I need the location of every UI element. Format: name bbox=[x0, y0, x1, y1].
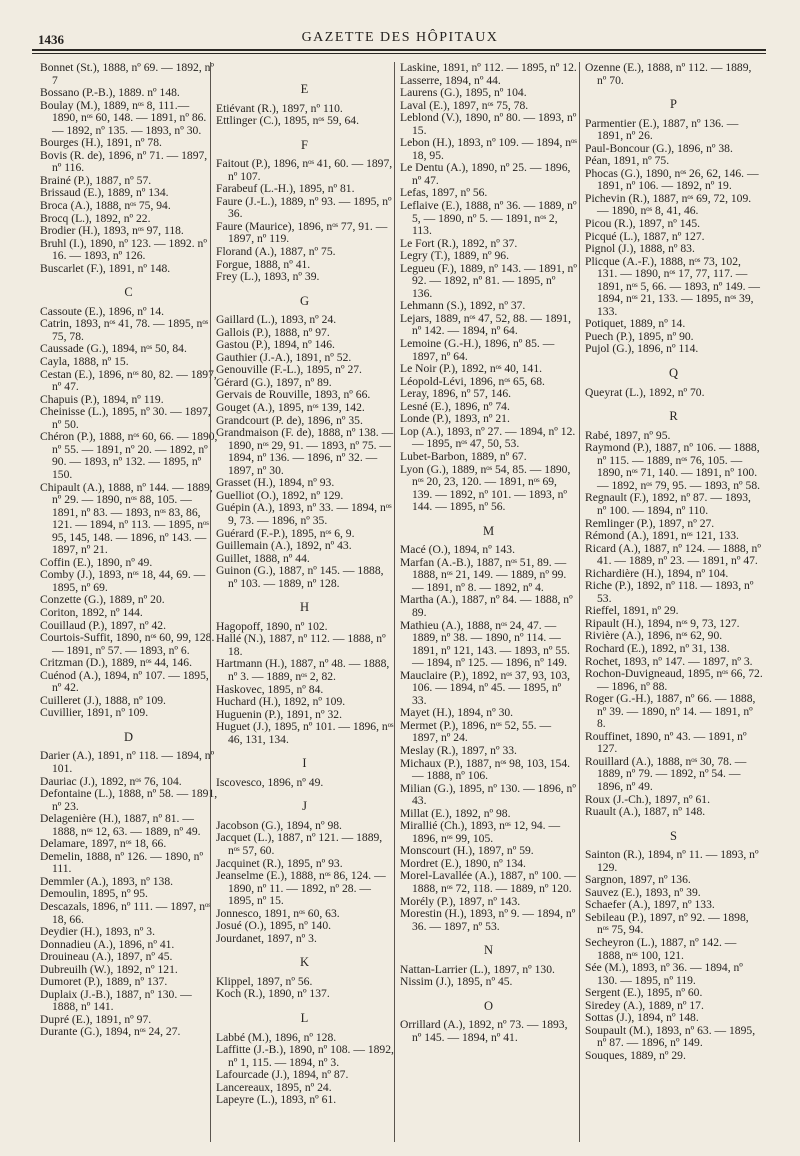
index-entry: Chapuis (P.), 1894, nº 119. bbox=[40, 392, 164, 406]
index-entry: Lafourcade (J.), 1894, nº 87. bbox=[216, 1068, 349, 1082]
column-divider bbox=[579, 62, 580, 1142]
index-entry: Dubreuilh (W.), 1892, nº 121. bbox=[40, 962, 178, 976]
index-entry: Grasset (H.), 1894, nº 93. bbox=[216, 476, 335, 490]
index-entry: Bruhl (I.), 1890, nº 123. — 1892. nº 16. — 1893, nº 126. bbox=[40, 236, 207, 263]
index-entry: Meslay (R.), 1897, nº 33. bbox=[400, 743, 517, 757]
index-entry: Pichevin (R.), 1887, nᵒˢ 69, 72, 109. — 1890, nᵒˢ 8, 41, 46. bbox=[585, 191, 752, 218]
index-entry: Faitout (P.), 1896, nᵒˢ 41, 60. — 1897, nº 107. bbox=[216, 157, 393, 183]
index-entry: Lebon (H.), 1893, nº 109. — 1894, nᵒˢ 18, 95. bbox=[400, 136, 577, 162]
index-entry: Le Noir (P.), 1892, nᵒˢ 40, 141. bbox=[400, 362, 543, 376]
column-divider bbox=[394, 62, 395, 1142]
index-entry: Rochet, 1893, nº 147. — 1897, nº 3. bbox=[585, 654, 753, 668]
index-entry: Sergent (E.), 1895, nº 60. bbox=[585, 986, 703, 1000]
index-entry: Leblond (V.), 1890, nº 80. — 1893, nº 15. bbox=[400, 111, 577, 137]
section-letter: L bbox=[300, 1011, 310, 1025]
section-letter: F bbox=[301, 137, 309, 152]
index-entry: Broca (A.), 1888, nᵒˢ 75, 94. bbox=[40, 199, 171, 213]
index-entry: Huguet (J.), 1895, nº 101. — 1896, nᵒˢ 46, 131, 134. bbox=[216, 720, 394, 746]
index-entry: Picqué (L.), 1887, nº 127. bbox=[585, 229, 705, 243]
index-entry: Frey (L.), 1893, nº 39. bbox=[216, 270, 320, 284]
index-entry: Jonnesco, 1891, nᵒˢ 60, 63. bbox=[216, 906, 340, 920]
index-entry: Bovis (R. de), 1896, nº 71. — 1897, nº 116. bbox=[40, 148, 208, 175]
index-entry: Morestin (H.), 1893, nº 9. — 1894, nº 36. — 1897, nº 53. bbox=[400, 907, 576, 933]
section-letter: D bbox=[123, 729, 135, 744]
index-entry: Labbé (M.), 1896, nº 128. bbox=[216, 1030, 337, 1044]
index-entry: Hallé (N.), 1887, nº 112. — 1888, nº 18. bbox=[216, 632, 386, 658]
index-entry: Paul-Boncour (G.), 1896, nº 38. bbox=[585, 141, 733, 155]
section-letter: K bbox=[299, 955, 311, 970]
index-entry: Puech (P.), 1895, nº 90. bbox=[585, 329, 694, 343]
index-entry: Raymond (P.), 1887, nº 106. — 1888, nº 115. — 1889, nᵒˢ 76, 105. — 1890, nᵒˢ 71, 140. — 1891, nº 100. — 1892, nᵒˢ 79, 95. — 1893, nº 58. bbox=[585, 441, 761, 492]
section-letter: S bbox=[670, 828, 678, 843]
index-entry: Monscourt (H.), 1897, nº 59. bbox=[400, 844, 534, 858]
index-entry: Demmler (A.), 1893, nº 138. bbox=[40, 874, 174, 888]
index-entry: Péan, 1891, nº 75. bbox=[585, 154, 670, 168]
index-entry: Sebileau (P.), 1897, nº 92. — 1898, nᵒˢ 75, 94. bbox=[585, 910, 749, 937]
index-entry: Bourges (H.), 1891, nº 78. bbox=[40, 136, 162, 150]
index-entry: Koch (R.), 1890, nº 137. bbox=[216, 987, 330, 1001]
index-entry: Picou (R.), 1897, nº 145. bbox=[585, 217, 701, 231]
index-entry: Pujol (G.), 1896, nº 114. bbox=[585, 342, 699, 356]
index-entry: Etiévant (R.), 1897, nº 110. bbox=[216, 101, 343, 115]
section-letter: J bbox=[302, 799, 308, 814]
index-entry: Boulay (M.), 1889, nᵒˢ 8, 111.— 1890, nᵒˢ 60, 148. — 1891, nº 86. — 1892, nº 135. — 1893, nº 30. bbox=[40, 98, 207, 137]
index-entry: Dumoret (P.), 1889, nº 137. bbox=[40, 975, 168, 989]
index-entry: Morély (P.), 1897, nº 143. bbox=[400, 894, 521, 908]
index-entry: Genouville (F.-L.), 1895, nº 27. bbox=[216, 363, 362, 377]
index-entry: Demelin, 1888, nº 126. — 1890, nº 111. bbox=[40, 849, 204, 876]
index-entry: Defontaine (L.), 1888, nº 58. — 1891, nº 23. bbox=[40, 787, 218, 813]
index-entry: Jacquinet (R.), 1895, nº 93. bbox=[216, 856, 343, 870]
index-entry: Le Fort (R.), 1892, nº 37. bbox=[400, 236, 518, 250]
index-entry: Klippel, 1897, nº 56. bbox=[216, 974, 313, 988]
index-entry: Le Dentu (A.), 1890, nº 25. — 1896, nº 47. bbox=[400, 161, 571, 187]
index-entry: Lasserre, 1894, nº 44. bbox=[400, 73, 501, 87]
index-entry: Guillemain (A.), 1892, nº 43. bbox=[216, 539, 352, 553]
index-entry: Siredey (A.), 1889, nº 17. bbox=[585, 998, 704, 1012]
index-entry: Orrillard (A.), 1892, nº 73. — 1893, nº 145. — 1894, nº 41. bbox=[400, 1018, 568, 1044]
index-entry: Donnadieu (A.), 1896, nº 41. bbox=[40, 937, 175, 951]
index-entry: Huchard (H.), 1892, nº 109. bbox=[216, 695, 346, 709]
index-entry: Laurens (G.), 1895, nº 104. bbox=[400, 86, 527, 100]
index-entry: Gouget (A.), 1895, nᵒˢ 139, 142. bbox=[216, 401, 365, 415]
index-entry: Morel-Lavallée (A.), 1887, nº 100. — 1888, nᵒˢ 72, 118. — 1889, nº 120. bbox=[400, 869, 576, 895]
index-entry: Cestan (E.), 1896, nᵒˢ 80, 82. — 1897, nº 47. bbox=[40, 367, 217, 394]
index-entry: Gervais de Rouville, 1893, nº 66. bbox=[216, 388, 371, 402]
index-entry: Gastou (P.), 1894, nº 146. bbox=[216, 338, 335, 352]
index-entry: Rabé, 1897, nº 95. bbox=[585, 428, 671, 442]
index-entry: Huguenin (P.), 1891, nº 32. bbox=[216, 707, 342, 721]
section-letter: O bbox=[483, 998, 495, 1013]
index-entry: Mauclaire (P.), 1892, nᵒˢ 37, 93, 103, 106. — 1894, nº 45. — 1895, nº 33. bbox=[400, 668, 571, 707]
index-entry: Guelliot (O.), 1892, nº 129. bbox=[216, 488, 344, 502]
index-column-3 bbox=[400, 62, 578, 1142]
index-entry: Cassoute (E.), 1896, nº 14. bbox=[40, 304, 165, 318]
index-entry: Delamare, 1897, nᵒˢ 18, 66. bbox=[40, 837, 167, 851]
index-entry: Mayet (H.), 1894, nº 30. bbox=[400, 706, 514, 720]
index-entry: Rouillard (A.), 1888, nᵒˢ 30, 78. — 1889, nº 79. — 1892, nº 54. — 1896, nº 49. bbox=[585, 754, 747, 793]
index-entry: Faure (Maurice), 1896, nᵒˢ 77, 91. — 1897, nº 119. bbox=[216, 219, 388, 246]
index-entry: Gallois (P.), 1888, nº 97. bbox=[216, 325, 330, 339]
index-entry: Cayla, 1888, nº 15. bbox=[40, 355, 129, 369]
index-entry: Lejars, 1889, nᵒˢ 47, 52, 88. — 1891, nº 142. — 1894, nº 64. bbox=[400, 311, 571, 338]
section-letter: H bbox=[299, 600, 311, 615]
index-entry: Milian (G.), 1895, nº 130. — 1896, nº 43. bbox=[400, 781, 576, 808]
index-entry: Bossano (P.-B.), 1889. nº 148. bbox=[40, 86, 180, 100]
index-entry: Rieffel, 1891, nº 29. bbox=[585, 604, 679, 618]
index-entry: Dauriac (J.), 1892, nᵒˢ 76, 104. bbox=[40, 774, 182, 788]
index-entry: Haskovec, 1895, nº 84. bbox=[216, 682, 324, 696]
index-entry: Iscovesco, 1896, nº 49. bbox=[216, 775, 324, 789]
index-entry: Forgue, 1888, nº 41. bbox=[216, 257, 311, 271]
index-entry: Lop (A.), 1893, nº 27. — 1894, nº 12. — 1895, nᵒˢ 47, 50, 53. bbox=[400, 424, 576, 451]
running-title: GAZETTE DES HÔPITAUX bbox=[301, 30, 499, 45]
index-entry: Lancereaux, 1895, nº 24. bbox=[216, 1080, 332, 1094]
index-entry: Cuénod (A.), 1894, nº 107. — 1895, nº 42. bbox=[40, 668, 209, 695]
index-entry: Lyon (G.), 1889, nᵒˢ 54, 85. — 1890, nᵒˢ 20, 23, 120. — 1891, nᵒˢ 69, 139. — 1892, nº 101. — 1893, nº 144. — 1895, nº 56. bbox=[400, 462, 571, 514]
section-letter: P bbox=[670, 97, 678, 112]
index-entry: Nattan-Larrier (L.), 1897, nº 130. bbox=[400, 962, 555, 976]
index-entry: Catrin, 1893, nᵒˢ 41, 78. — 1895, nᵒˢ 75, 78. bbox=[40, 317, 209, 343]
section-letter: G bbox=[299, 293, 311, 308]
index-entry: Soupault (M.), 1893, nº 63. — 1895, nº 87. — 1896, nº 149. bbox=[585, 1023, 756, 1050]
page-number: 1436 bbox=[38, 32, 64, 47]
index-entry: Jourdanet, 1897, nº 3. bbox=[216, 931, 317, 945]
index-entry: Riche (P.), 1892, nº 118. — 1893, nº 53. bbox=[585, 579, 754, 605]
index-entry: Michaux (P.), 1887, nᵒˢ 98, 103, 154. — 1888, nº 106. bbox=[400, 756, 571, 783]
index-entry: Leray, 1896, nº 57, 146. bbox=[400, 387, 512, 401]
section-letter: R bbox=[669, 409, 679, 424]
index-entry: Rouffinet, 1890, nº 43. — 1891, nº 127. bbox=[585, 729, 747, 756]
index-entry: Rochard (E.), 1892, nº 31, 138. bbox=[585, 641, 730, 655]
index-entry: Descazals, 1896, nº 111. — 1897, nᵒˢ 18, 66. bbox=[40, 900, 211, 926]
index-entry: Sée (M.), 1893, nº 36. — 1894, nº 130. — 1895, nº 119. bbox=[585, 961, 743, 987]
index-entry: Ripault (H.), 1894, nᵒˢ 9, 73, 127. bbox=[585, 616, 740, 630]
index-entry: Lesné (E.), 1896, nº 74. bbox=[400, 399, 510, 413]
section-letter: N bbox=[483, 943, 495, 958]
index-entry: Faure (J.-L.), 1889, nº 93. — 1895, nº 36. bbox=[216, 194, 392, 221]
section-letter: E bbox=[300, 82, 310, 96]
index-entry: Chéron (P.), 1888, nᵒˢ 60, 66. — 1890, nº 55. — 1891, nº 20. — 1892, nº 90. — 1893, nº 132. — 1895, nº 150. bbox=[40, 430, 218, 481]
index-entry: Courtois-Suffit, 1890, nᵒˢ 60, 99, 128. — 1891, nº 57. — 1893, nº 6. bbox=[40, 631, 215, 657]
index-entry: Sainton (R.), 1894, nº 11. — 1893, nº 129. bbox=[585, 848, 759, 874]
index-entry: Legry (T.), 1889, nº 96. bbox=[400, 249, 509, 263]
index-entry: Martha (A.), 1887, nº 84. — 1888, nº 89. bbox=[400, 593, 573, 619]
index-entry: Jacobson (G.), 1894, nº 98. bbox=[216, 818, 342, 832]
index-entry: Jacquet (L.), 1887, nº 121. — 1889, nᵒˢ 57, 60. bbox=[216, 831, 383, 857]
index-entry: Sargnon, 1897, nº 136. bbox=[585, 873, 691, 887]
index-entry: Ricard (A.), 1887, nº 124. — 1888, nº 41. — 1889, nº 23. — 1891, nº 47. bbox=[585, 541, 761, 568]
index-entry: Marfan (A.-B.), 1887, nᵒˢ 51, 89. — 1888, nᵒˢ 21, 149. — 1889, nº 99. — 1891, nº 8. — 1892, nº 4. bbox=[400, 555, 567, 594]
index-entry: Grandmaison (F. de), 1888, nº 138. — 1890, nᵒˢ 29, 91. — 1893, nº 75. — 1894, nº 136. — 1896, nº 32. — 1897, nº 30. bbox=[216, 426, 394, 477]
index-entry: Souques, 1889, nº 29. bbox=[585, 1048, 686, 1062]
index-entry: Parmentier (E.), 1887, nº 136. — 1891, nº 26. bbox=[585, 116, 739, 143]
index-column-2 bbox=[216, 62, 394, 1142]
index-entry: Gérard (G.), 1897, nº 89. bbox=[216, 375, 332, 389]
index-entry: Plicque (A.-F.), 1888, nᵒˢ 73, 102, 131. — 1890, nᵒˢ 17, 77, 117. — 1891, nᵒˢ 5, 66. — 1893, nº 149. — 1894, nᵒˢ 21, 133. — 1895, nᵒˢ 39, 133. bbox=[585, 254, 761, 318]
header-rule-thick bbox=[32, 49, 766, 51]
index-entry: Macé (O.), 1894, nº 143. bbox=[400, 543, 515, 557]
index-entry: Guépin (A.), 1893, nº 33. — 1894, nᵒˢ 9, 73. — 1896, nº 35. bbox=[216, 501, 392, 527]
index-entry: Lefas, 1897, nº 56. bbox=[400, 186, 488, 200]
index-entry: Gaillard (L.), 1893, nº 24. bbox=[216, 313, 337, 327]
index-entry: Grandcourt (P. de), 1896, nº 35. bbox=[216, 413, 363, 427]
index-entry: Drouineau (A.), 1897, nº 45. bbox=[40, 950, 173, 964]
index-entry: Secheyron (L.), 1887, nº 142. — 1888, nᵒˢ 100, 121. bbox=[585, 936, 737, 962]
index-entry: Millat (E.), 1892, nº 98. bbox=[400, 806, 511, 820]
index-entry: Laffitte (J.-B.), 1890, nº 108. — 1892, nº 1, 115. — 1894, nº 3. bbox=[216, 1043, 394, 1069]
index-entry: Hartmann (H.), 1887, nº 48. — 1888, nº 3. — 1889, nᵒˢ 2, 82. bbox=[216, 657, 390, 683]
index-entry: Roger (G.-H.), 1887, nº 66. — 1888, nº 39. — 1890, nº 14. — 1891, nº 8. bbox=[585, 692, 756, 731]
index-entry: Queyrat (L.), 1892, nº 70. bbox=[585, 385, 705, 399]
index-entry: Hagopoff, 1890, nº 102. bbox=[216, 619, 328, 633]
index-entry: Brodier (H.), 1893, nᵒˢ 97, 118. bbox=[40, 224, 184, 238]
index-entry: Chipault (A.), 1888, nº 144. — 1889, nº 29. — 1890, nᵒˢ 88, 105. — 1891, nº 83. — 1893, nᵒˢ 83, 86, 121. — 1894, nº 113. — 1895, nᵒˢ 95, 145, 148. — 1896, nº 143. — 1897, nº 21. bbox=[40, 480, 213, 557]
index-entry: Mermet (P.), 1896, nᵒˢ 52, 55. — 1897, nº 24. bbox=[400, 718, 552, 745]
index-entry: Florand (A.), 1887, nº 75. bbox=[216, 245, 336, 259]
index-entry: Laval (E.), 1897, nᵒˢ 75, 78. bbox=[400, 98, 529, 112]
index-entry: Ettlinger (C.), 1895, nᵒˢ 59, 64. bbox=[216, 114, 359, 128]
index-entry: Farabeuf (L.-H.), 1895, nº 81. bbox=[216, 182, 355, 196]
section-letter: M bbox=[482, 523, 496, 538]
index-entry: Cuvillier, 1891, nº 109. bbox=[40, 706, 149, 720]
index-entry: Guillet, 1888, nº 44. bbox=[216, 551, 310, 565]
index-entry: Londe (P.), 1893, nº 21. bbox=[400, 412, 510, 426]
index-entry: Coffin (E.), 1890, nº 49. bbox=[40, 555, 153, 569]
index-entry: Jeanselme (E.), 1888, nᵒˢ 86, 124. — 1890, nº 11. — 1892, nº 28. — 1895, nº 15. bbox=[216, 869, 386, 908]
page-header bbox=[34, 22, 766, 48]
index-entry: Cuilleret (J.), 1888, nº 109. bbox=[40, 693, 166, 707]
index-entry: Deydier (H.), 1893, nº 3. bbox=[40, 925, 155, 939]
index-entry: Caussade (G.), 1894, nᵒˢ 50, 84. bbox=[40, 342, 187, 356]
index-entry: Sottas (J.), 1894, nº 148. bbox=[585, 1011, 699, 1025]
column-divider bbox=[210, 62, 211, 1142]
index-entry: Couillaud (P.), 1897, nº 42. bbox=[40, 618, 166, 632]
index-entry: Mirallié (Ch.), 1893, nᵒˢ 12, 94. — 1896, nᵒˢ 99, 105. bbox=[400, 819, 561, 845]
index-entry: Guérard (F.-P.), 1895, nᵒˢ 6, 9. bbox=[216, 526, 355, 540]
index-entry: Comby (J.), 1893, nᵒˢ 18, 44, 69. — 1895, nº 69. bbox=[40, 568, 206, 594]
index-entry: Lemoine (G.-H.), 1896, nº 85. — 1897, nº 64. bbox=[400, 337, 555, 363]
index-column-4 bbox=[585, 62, 763, 1142]
index-entry: Sauvez (E.), 1893, nº 39. bbox=[585, 885, 701, 899]
index-entry: Conzette (G.), 1889, nº 20. bbox=[40, 593, 165, 607]
index-entry: Pignol (J.), 1888, nº 83. bbox=[585, 242, 695, 256]
section-letter: Q bbox=[668, 366, 680, 381]
index-entry: Remlinger (P.), 1897, nº 27. bbox=[585, 516, 715, 530]
index-entry: Bonnet (St.), 1888, nº 69. — 1892, nº 7 bbox=[40, 62, 215, 87]
index-entry: Roux (J.-Ch.), 1897, nº 61. bbox=[585, 792, 711, 806]
index-entry: Cheinisse (L.), 1895, nº 30. — 1897, nº 50. bbox=[40, 405, 211, 431]
index-entry: Lubet-Barbon, 1889, nº 67. bbox=[400, 449, 527, 463]
index-entry: Ozenne (E.), 1888, nº 112. — 1889, nº 70. bbox=[585, 62, 752, 87]
index-entry: Darier (A.), 1891, nº 118. — 1894, nº 101. bbox=[40, 749, 215, 775]
index-entry: Duplaix (J.-B.), 1887, nº 130. — 1888, nº 141. bbox=[40, 987, 192, 1014]
header-rule-thin bbox=[32, 53, 766, 54]
index-entry: Legueu (F.), 1889, nº 143. — 1891, nº 92. — 1892, nº 81. — 1895, nº 136. bbox=[400, 261, 577, 300]
index-entry: Guinon (G.), 1887, nº 145. — 1888, nº 103. — 1889, nº 128. bbox=[216, 564, 384, 590]
index-entry: Mordret (E.), 1890, nº 134. bbox=[400, 856, 526, 870]
index-entry: Brissaud (E.), 1889, nº 134. bbox=[40, 186, 169, 200]
index-entry: Potiquet, 1889, nº 14. bbox=[585, 317, 686, 331]
index-entry: Schaefer (A.), 1897, nº 133. bbox=[585, 898, 715, 912]
index-entry: Josué (O.), 1895, nº 140. bbox=[216, 919, 332, 933]
index-entry: Leflaive (E.), 1888, nº 36. — 1889, nº 5, — 1890, nº 5. — 1891, nᵒˢ 2, 113. bbox=[400, 199, 577, 238]
index-entry: Delagenière (H.), 1887, nº 81. — 1888, nᵒˢ 12, 63. — 1889, nº 49. bbox=[40, 812, 201, 838]
index-entry: Richardière (H.), 1894, nº 104. bbox=[585, 566, 729, 580]
index-entry: Dupré (E.), 1891, nº 97. bbox=[40, 1012, 152, 1026]
index-entry: Nissim (J.), 1895, nº 45. bbox=[400, 975, 513, 989]
section-letter: I bbox=[302, 756, 308, 771]
index-column-1 bbox=[40, 62, 218, 1142]
index-entry: Brainé (P.), 1887, nº 57. bbox=[40, 173, 152, 187]
index-entry: Gauthier (J.-A.), 1891, nº 52. bbox=[216, 350, 352, 364]
index-entry: Critzman (D.), 1889, nᵒˢ 44, 146. bbox=[40, 656, 192, 670]
index-entry: Mathieu (A.), 1888, nᵒˢ 24, 47. — 1889, nº 38. — 1890, nº 114. — 1891, nº 121, 143. — 1893, nº 55. — 1894, nº 125. — 1896, nº 149. bbox=[400, 618, 570, 670]
index-entry: Laskine, 1891, nº 112. — 1895, nº 12. bbox=[400, 62, 577, 74]
index-entry: Lapeyre (L.), 1893, nº 61. bbox=[216, 1093, 337, 1107]
spacer bbox=[216, 62, 394, 72]
index-entry: Durante (G.), 1894, nᵒˢ 24, 27. bbox=[40, 1025, 181, 1039]
index-entry: Léopold-Lévi, 1896, nᵒˢ 65, 68. bbox=[400, 374, 545, 388]
index-entry: Rémond (A.), 1891, nᵒˢ 121, 133. bbox=[585, 529, 739, 543]
index-entry: Brocq (L.), 1892, nº 22. bbox=[40, 211, 151, 225]
index-entry: Phocas (G.), 1890, nᵒˢ 26, 62, 146. — 1891, nº 106. — 1892, nº 19. bbox=[585, 166, 759, 193]
index-entry: Lehmann (S.), 1892, nº 37. bbox=[400, 299, 526, 313]
index-entry: Buscarlet (F.), 1891, nº 148. bbox=[40, 261, 171, 275]
index-entry: Coriton, 1892, nº 144. bbox=[40, 605, 143, 619]
section-letter: C bbox=[124, 285, 134, 300]
index-entry: Regnault (F.), 1892, nº 87. — 1893, nº 100. — 1894, nº 110. bbox=[585, 491, 751, 517]
index-entry: Rivière (A.), 1896, nᵒˢ 62, 90. bbox=[585, 629, 723, 643]
index-entry: Ruault (A.), 1887, nº 148. bbox=[585, 805, 706, 819]
index-entry: Rochon-Duvigneaud, 1895, nᵒˢ 66, 72. — 1896, nº 88. bbox=[585, 667, 763, 693]
index-entry: Demoulin, 1895, nº 95. bbox=[40, 887, 148, 901]
